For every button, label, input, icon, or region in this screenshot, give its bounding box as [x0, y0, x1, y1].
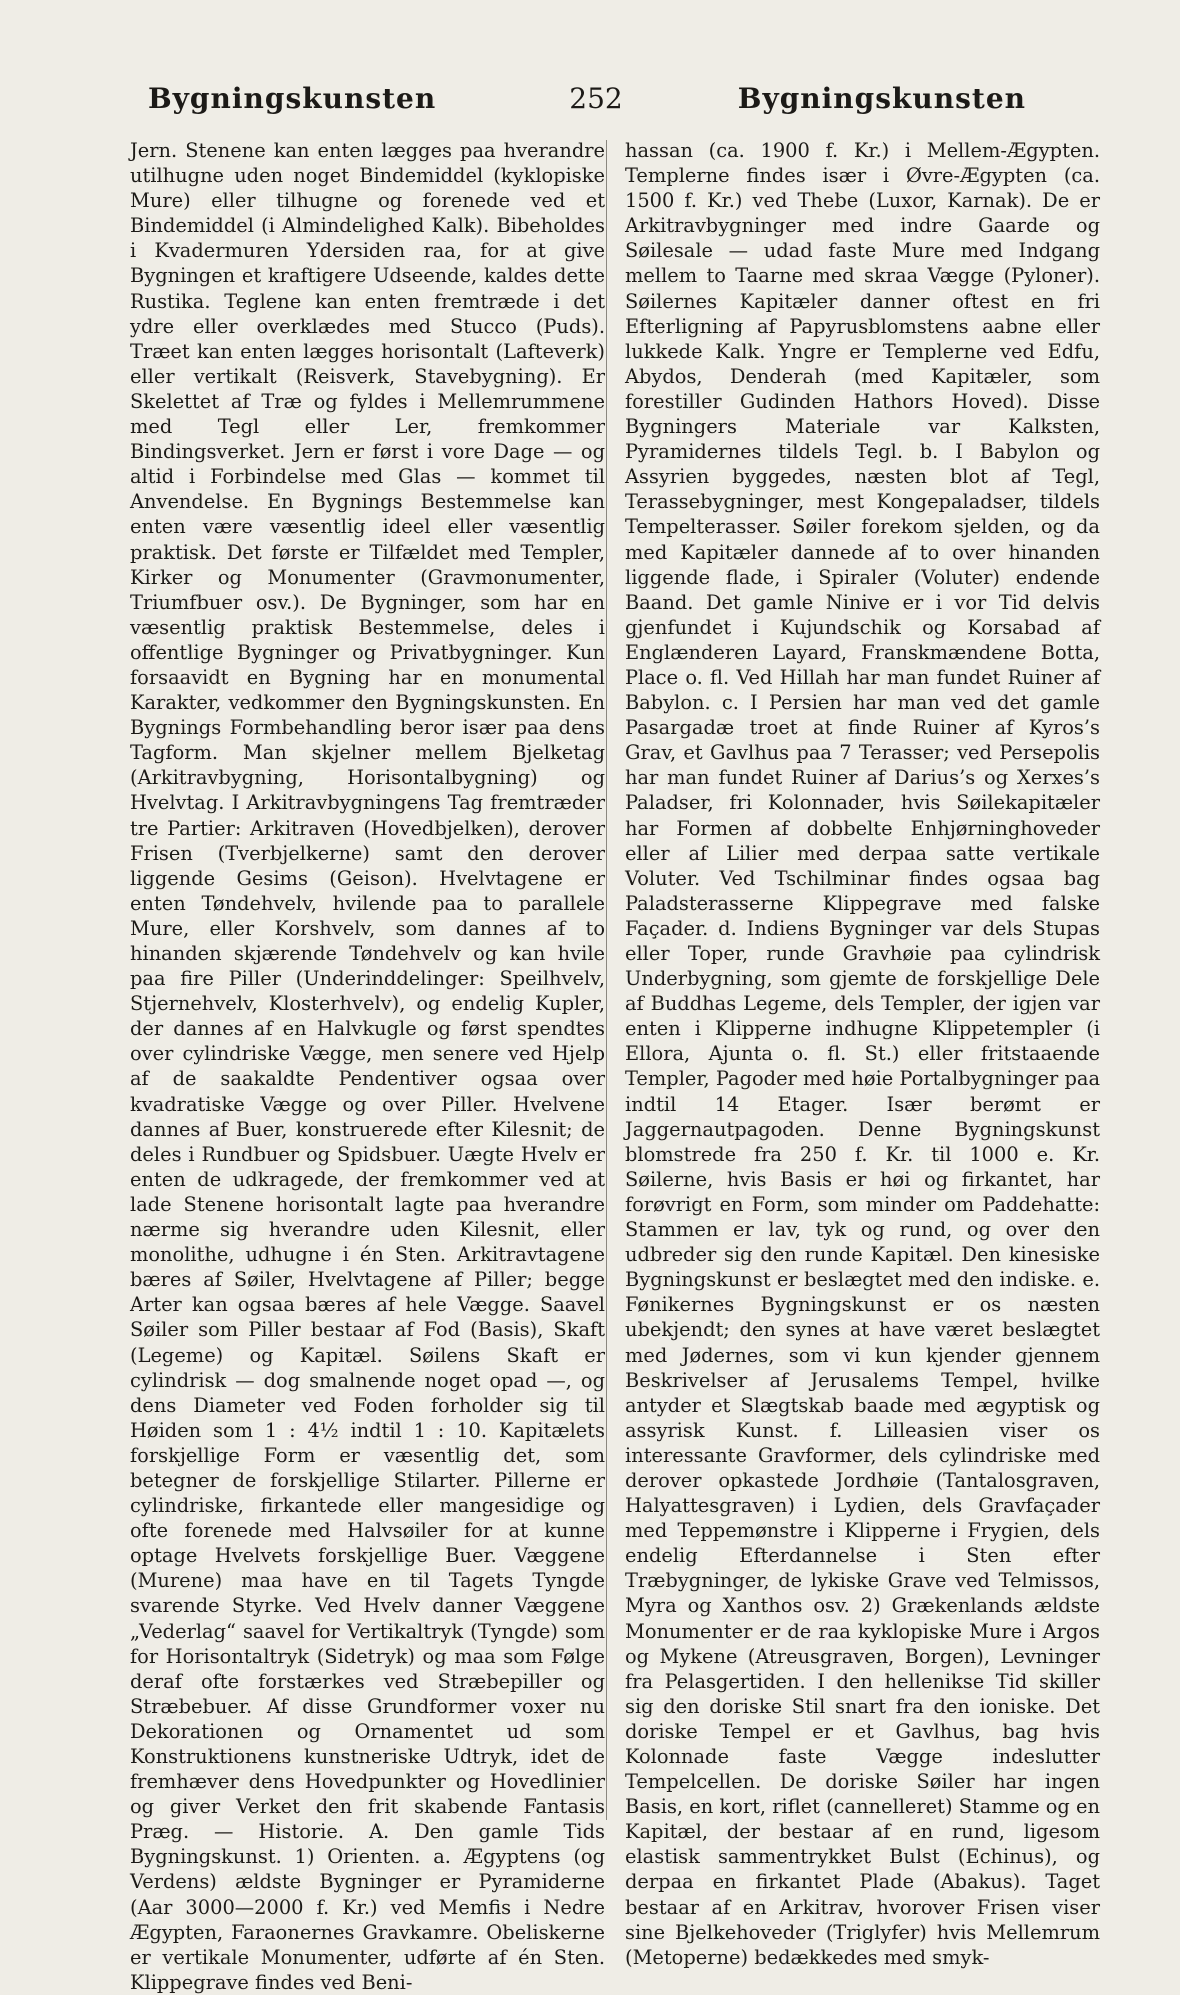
page-number: 252: [569, 82, 623, 115]
running-header: [0, 82, 1180, 126]
column-divider: [606, 140, 607, 1820]
right-column-text: hassan (ca. 1900 f. Kr.) i Mellem-Ægypten. Templerne findes især i Øvre-Ægypten (ca. 1500 f. Kr.) ved Thebe (Luxor, Karnak). De er Arkitravbygninger med indre Gaarde og Søilesale — udad faste Mure med Indgang mellem to Taarne med skraa Vægge (Pyloner). Søilernes Kapitæler danner oftest en fri Efterligning af Papyrusblomstens aabne eller lukkede Kalk. Yngre er Templerne ved Edfu, Abydos, Denderah (med Kapitæler, som forestiller Gudinden Hathors Hoved). Disse Bygningers Materiale var Kalksten, Pyramidernes tildels Tegl. b. I Babylon og Assyrien byggedes, næsten blot af Tegl, Terassebygninger, mest Kongepaladser, tildels Tempelterasser. Søiler forekom sjelden, og da med Kapitæler dannede af to over hinanden liggende flade, i Spiraler (Voluter) endende Baand. Det gamle Ninive er i vor Tid delvis gjenfundet i Kujundschik og Korsabad af Englænderen Layard, Franskmændene Botta, Place o. fl. Ved Hillah har man fundet Ruiner af Babylon. c. I Persien har man ved det gamle Pasargadæ troet at finde Ruiner af Kyros’s Grav, et Gavlhus paa 7 Terasser; ved Persepolis har man fundet Ruiner af Darius’s og Xerxes’s Paladser, fri Kolonnader, hvis Søilekapitæler har Formen af dobbelte Enhjørninghoveder eller af Lilier med derpaa satte vertikale Voluter. Ved Tschilminar findes ogsaa bag Paladsterasserne Klippegrave med falske Façader. d. Indiens Bygninger var dels Stupas eller Toper, runde Gravhøie paa cylindrisk Underbygning, som gjemte de forskjellige Dele af Buddhas Legeme, dels Templer, der igjen var enten i Klipperne indhugne Klippetempler (i Ellora, Ajunta o. fl. St.) eller fritstaaende Templer, Pagoder med høie Portalbygninger paa indtil 14 Etager. Især berømt er Jaggernautpagoden. Denne Bygningskunst blomstrede fra 250 f. Kr. til 1000 e. Kr. Søilerne, hvis Basis er høi og firkantet, har forøvrigt en Form, som minder om Paddehatte: Stammen er lav, tyk og rund, og over den udbreder sig den runde Kapitæl. Den kinesiske Bygningskunst er beslægtet med den indiske. e. Fønikernes Bygningskunst er os næsten ubekjendt; den synes at have været beslægtet med Jødernes, som vi kun kjender gjennem Beskrivelser af Jerusalems Tempel, hvilke antyder et Slægtskab baade med ægyptisk og assyrisk Kunst. f. Lilleasien viser os interessante Gravformer, dels cylindriske med derover opkastede Jordhøie (Tantalosgraven, Halyattesgraven) i Lydien, dels Gravfaçader med Teppemønstre i Klipperne i Frygien, dels endelig Efterdannelse i Sten efter Træbygninger, de lykiske Grave ved Telmissos, Myra og Xanthos osv. 2) Grækenlands ældste Monumenter er de raa kyklopiske Mure i Argos og Mykene (Atreusgraven, Borgen), Levninger fra Pelasgertiden. I den hellenikse Tid skiller sig den doriske Stil snart fra den ioniske. Det doriske Tempel er et Gavlhus, bag hvis Kolonnade faste Vægge indeslutter Tempelcellen. De doriske Søiler har ingen Basis, en kort, riflet (cannelleret) Stamme og en Kapitæl, der bestaar af en rund, ligesom elastisk sammentrykket Bulst (Echinus), og derpaa en firkantet Plade (Abakus). Taget bestaar af en Arkitrav, hvorover Frisen viser sine Bjelkehoveder (Triglyfer) hvis Mellemrum (Metoperne) bedækkedes med smyk-: [625, 139, 1101, 1969]
header-left-title: Bygningskunsten: [148, 82, 437, 115]
right-column: [625, 138, 1101, 1969]
left-column-text: Jern. Stenene kan enten lægges paa hverandre utilhugne uden noget Bindemiddel (kyklopiske Mure) eller tilhugne og forenede ved et Bindemiddel (i Almindelighed Kalk). Bibeholdes i Kvadermuren Ydersiden raa, for at give Bygningen et kraftigere Udseende, kaldes dette Rustika. Teglene kan enten fremtræde i det ydre eller overklædes med Stucco (Puds). Træet kan enten lægges horisontalt (Lafteverk) eller vertikalt (Reisverk, Stavebygning). Er Skelettet af Træ og fyldes i Mellemrummene med Tegl eller Ler, fremkommer Bindingsverket. Jern er først i vore Dage — og altid i Forbindelse med Glas — kommet til Anvendelse. En Bygnings Bestemmelse kan enten være væsentlig ideel eller væsentlig praktisk. Det første er Tilfældet med Templer, Kirker og Monumenter (Gravmonumenter, Triumfbuer osv.). De Bygninger, som har en væsentlig praktisk Bestemmelse, deles i offentlige Bygninger og Privatbygninger. Kun forsaavidt en Bygning har en monumental Karakter, vedkommer den Bygningskunsten. En Bygnings Formbehandling beror især paa dens Tagform. Man skjelner mellem Bjelketag (Arkitravbygning, Horisontalbygning) og Hvelvtag. I Arkitravbygningens Tag fremtræder tre Partier: Arkitraven (Hovedbjelken), derover Frisen (Tverbjelkerne) samt den derover liggende Gesims (Geison). Hvelvtagene er enten Tøndehvelv, hvilende paa to parallele Mure, eller Korshvelv, som dannes af to hinanden skjærende Tøndehvelv og kan hvile paa fire Piller (Underinddelinger: Speilhvelv, Stjernehvelv, Klosterhvelv), og endelig Kupler, der dannes af en Halvkugle og først spendtes over cylindriske Vægge, men senere ved Hjelp af de saakaldte Pendentiver ogsaa over kvadratiske Vægge og over Piller. Hvelvene dannes af Buer, konstruerede efter Kilesnit; de deles i Rundbuer og Spidsbuer. Uægte Hvelv er enten de udkragede, der fremkommer ved at lade Stenene horisontalt lagte paa hverandre nærme sig hverandre uden Kilesnit, eller monolithe, udhugne i én Sten. Arkitravtagene bæres af Søiler, Hvelvtagene af Piller; begge Arter kan ogsaa bæres af hele Vægge. Saavel Søiler som Piller bestaar af Fod (Basis), Skaft (Legeme) og Kapitæl. Søilens Skaft er cylindrisk — dog smalnende noget opad —, og dens Diameter ved Foden forholder sig til Høiden som 1 : 4½ indtil 1 : 10. Kapitælets forskjellige Form er væsentlig det, som betegner de forskjellige Stilarter. Pillerne er cylindriske, firkantede eller mangesidige og ofte forenede med Halvsøiler for at kunne optage Hvelvets forskjellige Buer. Væggene (Murene) maa have en til Tagets Tyngde svarende Styrke. Ved Hvelv danner Væggene „Vederlag“ saavel for Vertikaltryk (Tyngde) som for Horisontaltryk (Sidetryk) og maa som Følge deraf ofte forstærkes ved Stræbepiller og Stræbebuer. Af disse Grundformer voxer nu Dekorationen og Ornamentet ud som Konstruktionens kunstneriske Udtryk, idet de fremhæver dens Hovedpunkter og Hovedlinier og giver Verket den frit skabende Fantasis Præg. — Historie. A. Den gamle Tids Bygningskunst. 1) Orienten. a. Ægyptens (og Verdens) ældste Bygninger er Pyramiderne (Aar 3000—2000 f. Kr.) ved Memfis i Nedre Ægypten, Faraonernes Gravkamre. Obeliskerne er vertikale Monumenter, udførte af én Sten. Klippegrave findes ved Beni-: [130, 139, 605, 1994]
left-column: [130, 138, 605, 1994]
header-right-title: Bygningskunsten: [737, 82, 1026, 115]
